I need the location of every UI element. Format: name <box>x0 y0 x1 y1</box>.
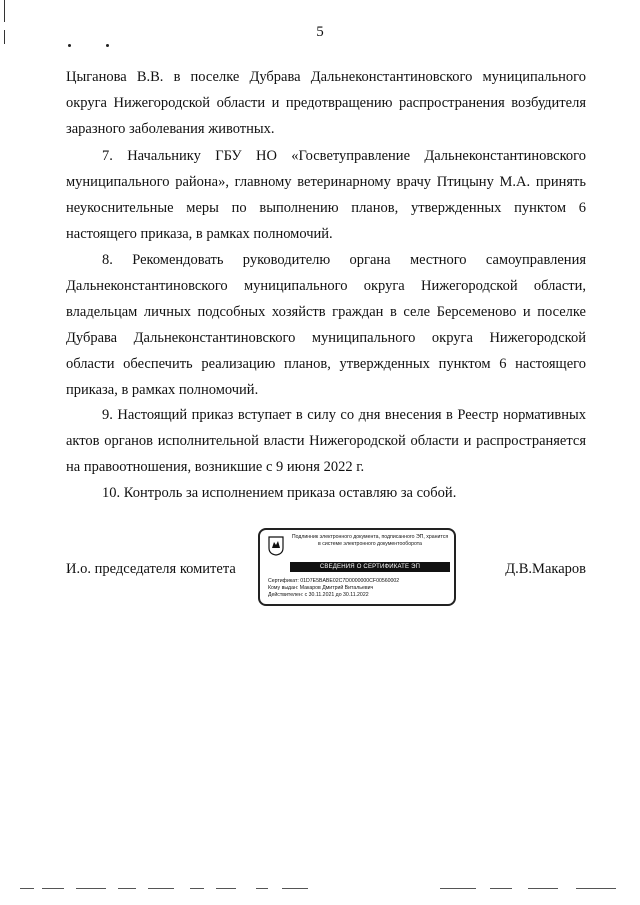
paragraph-item-10: 10. Контроль за исполнением приказа оставляю за собой. <box>102 485 457 501</box>
paragraph-item-8: 8. Рекомендовать руководителю органа местного самоуправления Дальнеконстантиновского муниципального округа Нижегородской области, владельцам личных подсобных хозяйств граждан в селе Берсеменово и поселке Дубрава Дальнеконстантиновского муниципального округа Нижегородской области обеспечить реализацию планов, утвержденных пунктом 6 настоящего приказа, в рамках полномочий. <box>66 252 586 398</box>
paragraph-item-9: 9. Настоящий приказ вступает в силу со дня внесения в Реестр нормативных актов органов исполнительной власти Нижегородской области и распространяется на правоотношения, возникшие с 9 июня 2022 г. <box>66 407 586 475</box>
page-number: 5 <box>316 24 324 40</box>
scan-speck <box>106 44 109 47</box>
coat-of-arms-icon <box>268 536 284 556</box>
signer-title: И.о. председателя комитета <box>66 561 236 577</box>
stamp-validity: Действителен: с 30.11.2021 до 30.11.2022 <box>268 592 369 598</box>
stamp-header: СВЕДЕНИЯ О СЕРТИФИКАТЕ ЭП <box>290 562 450 572</box>
stamp-note: Подлинник электронного документа, подписанного ЭП, хранится в системе электронного документооборота <box>291 534 449 547</box>
stamp-issued-to: Кому выдан: Макаров Дмитрий Витальевич <box>268 585 374 591</box>
stamp-certificate: Сертификат: 01D7E5BABE02C7D0000000CF00560002 <box>268 578 400 584</box>
scan-bottom-edge <box>20 888 620 892</box>
signer-name: Д.В.Макаров <box>505 561 586 577</box>
paragraph-item-7: 7. Начальнику ГБУ НО «Госветуправление Дальнеконстантиновского муниципального района», главному ветеринарному врачу Птицыну М.А. принять неукоснительные меры по выполнению планов, утвержденных пунктом 6 настоящего приказа, в рамках полномочий. <box>66 148 586 242</box>
electronic-signature-stamp <box>258 528 456 606</box>
paragraph-continuation: Цыганова В.В. в поселке Дубрава Дальнеконстантиновского муниципального округа Нижегородской области и предотвращению распространения возбудителя заразного заболевания животных. <box>66 69 586 137</box>
scan-margin-line <box>4 0 5 22</box>
scan-speck <box>68 44 71 47</box>
